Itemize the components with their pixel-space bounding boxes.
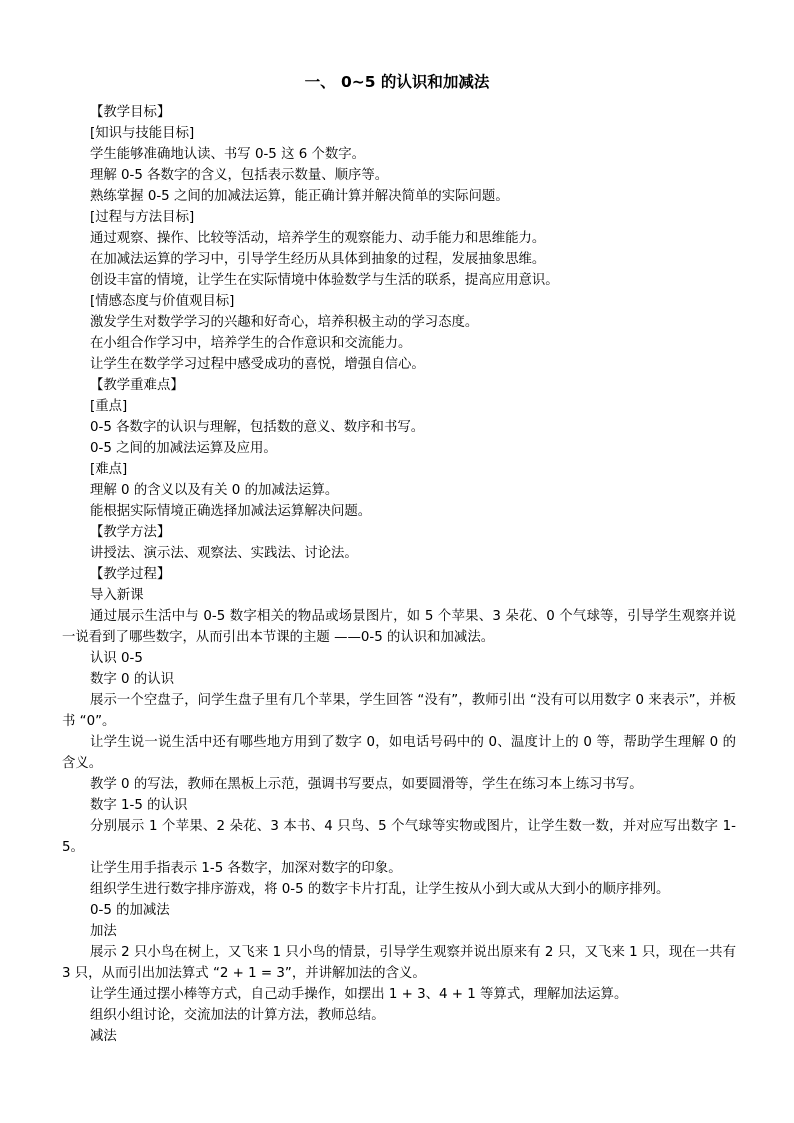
subheading-key-points: [重点] <box>90 399 128 414</box>
subheading-emotion-values: [情感态度与价值观目标] <box>90 294 235 309</box>
subheading-recognize: 认识 0-5 <box>90 651 143 666</box>
paragraph: 让学生说一说生活中还有哪些地方用到了数字 0，如电话号码中的 0、温度计上的 0 等，帮助学生理解 0 的含义。 <box>62 735 736 771</box>
subheading-process-method: [过程与方法目标] <box>90 210 195 225</box>
paragraph: 组织小组讨论，交流加法的计算方法，教师总结。 <box>90 1008 385 1023</box>
body-line: 理解 0-5 各数字的含义，包括表示数量、顺序等。 <box>90 168 389 183</box>
subheading-subtraction: 减法 <box>90 1029 117 1044</box>
body-line: 讲授法、演示法、观察法、实践法、讨论法。 <box>90 546 358 561</box>
section-heading-key-difficult: 【教学重难点】 <box>90 378 184 393</box>
paragraph: 分别展示 1 个苹果、2 朵花、3 本书、4 只鸟、5 个气球等实物或图片，让学生数一数，并对应写出数字 1-5。 <box>62 819 736 855</box>
document-title: 一、 0~5 的认识和加减法 <box>304 73 490 91</box>
body-line: 创设丰富的情境，让学生在实际情境中体验数学与生活的联系，提高应用意识。 <box>90 273 559 288</box>
document-body <box>62 102 736 1047</box>
body-line: 0-5 之间的加减法运算及应用。 <box>90 441 277 456</box>
body-line: 能根据实际情境正确选择加减法运算解决问题。 <box>90 504 372 519</box>
body-line: 学生能够准确地认读、书写 0-5 这 6 个数字。 <box>90 147 366 162</box>
body-line: 激发学生对数学学习的兴趣和好奇心，培养积极主动的学习态度。 <box>90 315 479 330</box>
subheading-difficulties: [难点] <box>90 462 128 477</box>
paragraph: 教学 0 的写法，教师在黑板上示范，强调书写要点，如要圆滑等，学生在练习本上练习书写。 <box>90 777 643 792</box>
paragraph: 让学生用手指表示 1-5 各数字，加深对数字的印象。 <box>90 861 402 876</box>
body-line: 通过观察、操作、比较等活动，培养学生的观察能力、动手能力和思维能力。 <box>90 231 546 246</box>
section-heading-process: 【教学过程】 <box>90 567 171 582</box>
paragraph: 让学生通过摆小棒等方式，自己动手操作，如摆出 1 + 3、4 + 1 等算式，理解加法运算。 <box>90 987 628 1002</box>
section-heading-methods: 【教学方法】 <box>90 525 171 540</box>
subheading-addition: 加法 <box>90 924 117 939</box>
body-line: 熟练掌握 0-5 之间的加减法运算，能正确计算并解决简单的实际问题。 <box>90 189 509 204</box>
subheading-digits-one-five: 数字 1-5 的认识 <box>90 798 188 813</box>
subheading-knowledge-skills: [知识与技能目标] <box>90 126 195 141</box>
paragraph: 组织学生进行数字排序游戏，将 0-5 的数字卡片打乱，让学生按从小到大或从大到小的顺序排列。 <box>90 882 670 897</box>
section-heading-objectives: 【教学目标】 <box>90 105 171 120</box>
subheading-add-subtract: 0-5 的加减法 <box>90 903 170 918</box>
body-line: 理解 0 的含义以及有关 0 的加减法运算。 <box>90 483 339 498</box>
paragraph: 展示 2 只小鸟在树上，又飞来 1 只小鸟的情景，引导学生观察并说出原来有 2 只，又飞来 1 只，现在一共有 3 只，从而引出加法算式 “2 + 1 = 3”，并讲解加法的含义。 <box>62 945 736 981</box>
paragraph: 通过展示生活中与 0-5 数字相关的物品或场景图片，如 5 个苹果、3 朵花、0 个气球等，引导学生观察并说一说看到了哪些数字，从而引出本节课的主题 ——0-5 的认识和加减法。 <box>62 609 736 645</box>
body-line: 在加减法运算的学习中，引导学生经历从具体到抽象的过程，发展抽象思维。 <box>90 252 546 267</box>
body-line: 让学生在数学学习过程中感受成功的喜悦，增强自信心。 <box>90 357 425 372</box>
body-line: 0-5 各数字的认识与理解，包括数的意义、数序和书写。 <box>90 420 425 435</box>
paragraph: 展示一个空盘子，问学生盘子里有几个苹果，学生回答 “没有”，教师引出 “没有可以用数字 0 来表示”，并板书 “0”。 <box>62 693 736 729</box>
body-line: 在小组合作学习中，培养学生的合作意识和交流能力。 <box>90 336 412 351</box>
subheading-digit-zero: 数字 0 的认识 <box>90 672 174 687</box>
subheading-introduction: 导入新课 <box>90 588 144 603</box>
